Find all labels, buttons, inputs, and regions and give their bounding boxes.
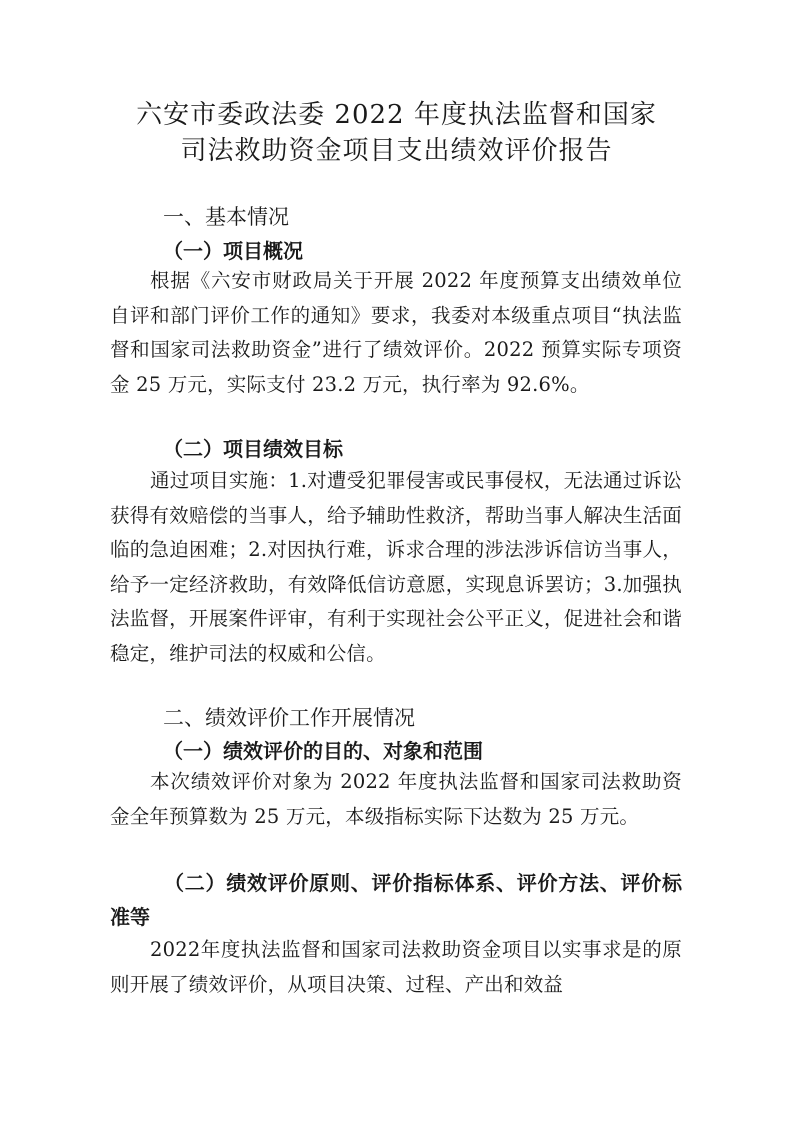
section-2-paragraph-2: 2022年度执法监督和国家司法救助资金项目以实事求是的原则开展了绩效评价，从项目决策、过程、产出和效益 [110, 938, 682, 996]
section-2-subheading-2: （二）绩效评价原则、评价指标体系、评价方法、评价标准等 [110, 871, 682, 929]
section-2-heading: 二、绩效评价工作开展情况 [163, 706, 415, 730]
section-1-paragraph-1: 根据《六安市财政局关于开展 2022 年度预算支出绩效单位自评和部门评价工作的通知》要求，我委对本级重点项目“执法监督和国家司法救助资金”进行了绩效评价。2022 预算实际专项资金 25 万元，实际支付 23.2 万元，执行率为 92.6%。 [110, 269, 682, 396]
section-2-paragraph-1: 本次绩效评价对象为 2022 年度执法监督和国家司法救助资金全年预算数为 25 万元，本级指标实际下达数为 25 万元。 [110, 770, 682, 828]
section-2-subheading-1: （一）绩效评价的目的、对象和范围 [163, 739, 483, 763]
document-title-line-1: 六安市委政法委 2022 年度执法监督和国家 [136, 100, 657, 130]
section-1-heading: 一、基本情况 [163, 205, 289, 229]
section-1-subheading-1: （一）项目概况 [163, 239, 303, 263]
section-1-paragraph-2: 通过项目实施：1.对遭受犯罪侵害或民事侵权，无法通过诉讼获得有效赔偿的当事人，给予辅助性救济，帮助当事人解决生活面临的急迫困难；2.对因执行难，诉求合理的涉法涉诉信访当事人，给予一定经济救助，有效降低信访意愿，实现息诉罢访；3.加强执法监督，开展案件评审，有利于实现社会公平正义，促进社会和谐稳定，维护司法的权威和公信。 [110, 469, 682, 665]
section-1-subheading-2: （二）项目绩效目标 [163, 437, 343, 461]
document-title-line-2: 司法救助资金项目支出绩效评价报告 [180, 136, 613, 166]
